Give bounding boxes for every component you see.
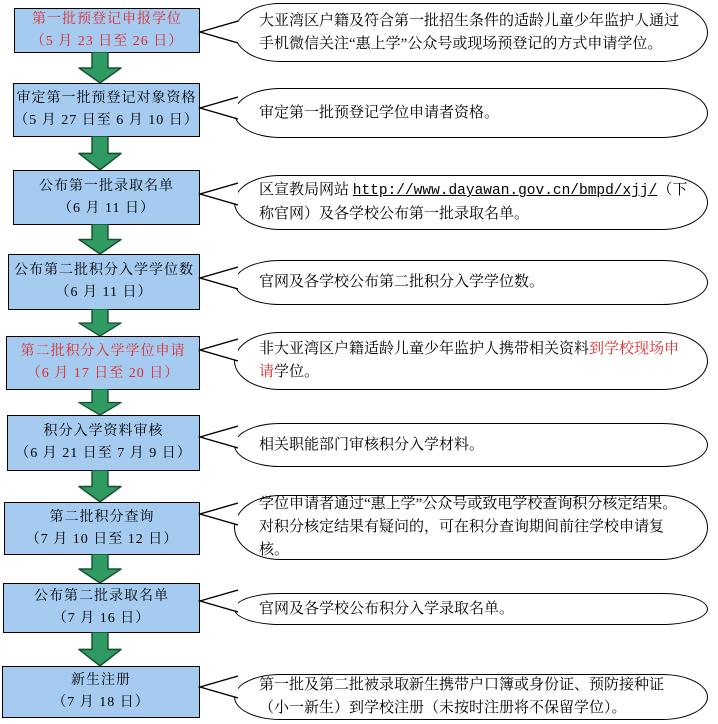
note-segment: 区宣教局网站 [259, 182, 353, 198]
callout-bubble-5 [234, 332, 708, 390]
note-segment: （下称官网）及各学校公布第一批录取名单。 [259, 182, 688, 222]
callout-text [235, 4, 707, 61]
down-arrow-icon [77, 554, 123, 584]
callout-bubble-1 [234, 3, 708, 62]
callout-text-inner [259, 674, 691, 720]
callout-tail-icon [198, 94, 238, 122]
note-segment: 大亚湾区户籍及符合第一批招生条件的适龄儿童少年监护人通过手机微信关注“惠上学”公众号或现场预登记的方式申请学位。 [259, 12, 680, 52]
down-arrow-icon [77, 389, 123, 416]
step-box-5 [6, 336, 200, 390]
callout-text [235, 496, 707, 559]
callout-text [235, 424, 707, 466]
down-arrow-icon [77, 52, 123, 84]
callout-text [235, 176, 707, 229]
down-arrow-icon [77, 309, 123, 337]
down-arrow-icon [77, 632, 123, 667]
note-segment: 官网及各学校公布第二批积分入学学位数。 [259, 274, 545, 290]
step-title: 审定第一批预登记对象资格 [16, 91, 197, 106]
note-segment: 非大亚湾区户籍适龄儿童少年监护人携带相关资料 [259, 341, 590, 357]
callout-bubble-8 [234, 593, 708, 625]
callout-text-inner [259, 434, 691, 457]
step-title: 公布第一批录取名单 [39, 178, 174, 194]
note-segment: 第一批及第二批被录取新生携带户口簿或身份证、预防接种证（小一新生）到学校注册（未按时注册将不保留学位）。 [259, 677, 665, 716]
callout-text-inner [259, 10, 691, 56]
step-title: 积分入学资料审核 [43, 424, 164, 439]
step-date: （6 月 21 日至 7 月 9 日） [15, 446, 192, 461]
note-link: http://www.dayawan.gov.cn/bmpd/xjj/ [352, 183, 658, 199]
down-arrow-icon [77, 224, 123, 255]
down-arrow-icon [77, 470, 123, 503]
callout-text [235, 675, 707, 719]
step-box-6 [7, 415, 200, 471]
note-segment: 相关职能部门审核积分入学材料。 [259, 436, 485, 453]
step-title: 第一批预登记申报学位 [32, 11, 182, 27]
step-title: 公布第二批积分入学学位数 [14, 263, 194, 278]
callout-text-inner [259, 493, 691, 562]
callout-text [235, 333, 707, 389]
step-date: （6 月 11 日） [58, 200, 155, 216]
callout-tail-icon [198, 336, 238, 364]
note-segment: 学位。 [274, 364, 320, 380]
step-title: 第二批积分查询 [49, 509, 155, 525]
step-date: （5 月 27 日至 6 月 10 日） [14, 113, 199, 128]
callout-text [235, 89, 707, 137]
step-title: 新生注册 [71, 673, 131, 688]
callout-text-inner [259, 179, 691, 226]
callout-bubble-7 [234, 495, 708, 560]
step-box-1 [14, 8, 200, 53]
callout-tail-icon [198, 264, 238, 292]
step-box-3 [13, 170, 200, 225]
step-box-4 [8, 254, 200, 310]
callout-tail-icon [198, 673, 238, 701]
callout-bubble-3 [234, 175, 708, 230]
callout-bubble-9 [234, 674, 708, 720]
step-box-8 [3, 583, 200, 633]
step-box-2 [13, 83, 200, 137]
note-segment-red: 到学校现场申请 [259, 341, 680, 380]
callout-tail-icon [198, 180, 238, 208]
step-date: （6 月 11 日） [55, 285, 153, 300]
note-segment: 学位申请者通过“惠上学”公众号或致电学校查询积分核定结果。对积分核定结果有疑问的，可在积分查询期间前往学校申请复核。 [259, 496, 678, 558]
step-box-9 [2, 666, 200, 718]
callout-text [235, 594, 707, 624]
down-arrow-icon [77, 136, 123, 171]
step-date: （6 月 17 日至 20 日） [26, 366, 180, 381]
step-title: 第二批积分入学学位申请 [20, 344, 186, 359]
callout-text-inner [259, 102, 691, 125]
callout-tail-icon [198, 18, 238, 46]
step-box-7 [4, 502, 200, 555]
step-date: （5 月 23 日至 26 日） [30, 33, 184, 49]
callout-tail-icon [198, 587, 238, 615]
callout-bubble-6 [234, 423, 708, 467]
callout-bubble-4 [234, 260, 708, 305]
step-date: （7 月 16 日） [52, 611, 151, 626]
callout-tail-icon [198, 423, 238, 451]
step-date: （7 月 18 日） [52, 695, 150, 710]
note-segment: 官网及各学校公布积分入学录取名单。 [259, 600, 515, 617]
note-segment: 审定第一批预登记学位申请者资格。 [259, 104, 500, 121]
callout-bubble-2 [234, 88, 708, 138]
callout-text-inner [259, 338, 691, 384]
step-date: （7 月 10 日至 12 日） [25, 531, 179, 547]
callout-text-inner [259, 598, 691, 621]
callout-tail-icon [198, 500, 238, 528]
callout-text-inner [259, 271, 691, 294]
step-title: 公布第二批录取名单 [34, 589, 169, 604]
callout-text [235, 261, 707, 304]
